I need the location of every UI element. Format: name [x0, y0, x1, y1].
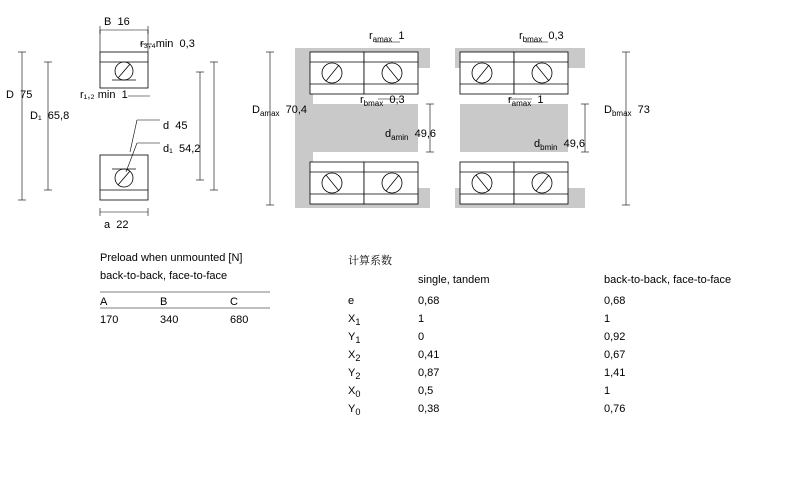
label-Damax: $D_{amax}$ 70,4: [252, 104, 308, 119]
label-r12min: r₁,₂ min 1: [80, 89, 128, 101]
factors-row-name: $X_0$: [348, 385, 361, 400]
factors-row-c2: 1,41: [604, 367, 626, 379]
label-ramax-mid-right: $r_{amax}$ 1: [508, 94, 544, 109]
factors-row-c1: 0,5: [418, 385, 434, 397]
factors-col-header-1: single, tandem: [418, 274, 490, 286]
factors-row-c1: 0,38: [418, 403, 440, 415]
factors-row-name: $Y_1$: [348, 331, 361, 346]
factors-row-c1: 0,68: [418, 295, 440, 307]
factors-row-c2: 0,92: [604, 331, 626, 343]
label-D1: D₁ 65,8: [30, 110, 70, 122]
preload-value-C: 680: [230, 314, 249, 326]
label-rbmax-mid-left: $r_{bmax}$ 0,3: [360, 94, 405, 109]
preload-header-C: C: [230, 296, 238, 308]
preload-title: Preload when unmounted [N]: [100, 252, 243, 264]
factors-row-c2: 0,68: [604, 295, 626, 307]
factors-row-name: $X_1$: [348, 313, 361, 328]
factors-row-c2: 0,76: [604, 403, 626, 415]
factors-row-c2: 1: [604, 385, 611, 397]
label-D: D 75: [6, 89, 33, 101]
label-dbmin: $d_{bmin}$ 49,6: [534, 138, 586, 153]
factors-row-name: $Y_0$: [348, 403, 361, 418]
label-B: B 16: [104, 16, 130, 28]
preload-header-B: B: [160, 296, 168, 308]
label-ramax-top-left: $r_{amax}$ 1: [369, 30, 405, 45]
label-a: a 22: [104, 219, 129, 231]
factors-col-header-2: back-to-back, face-to-face: [604, 274, 732, 286]
factors-row-name: $X_2$: [348, 349, 361, 364]
label-Dbmax: $D_{bmax}$ 73: [604, 104, 650, 119]
label-damin: $d_{amin}$ 49,6: [385, 128, 437, 143]
factors-row-c2: 0,67: [604, 349, 626, 361]
preload-header-A: A: [100, 296, 108, 308]
label-r34min: r₃,₄min 0,3: [140, 38, 195, 50]
factors-title: 计算系数: [348, 255, 392, 267]
factors-row-name: $Y_2$: [348, 367, 361, 382]
label-d: d 45: [163, 120, 188, 132]
factors-row-name: e: [348, 295, 355, 307]
preload-value-A: 170: [100, 314, 119, 326]
factors-row-c1: 1: [418, 313, 425, 325]
factors-row-c1: 0: [418, 331, 425, 343]
preload-value-B: 340: [160, 314, 179, 326]
factors-row-c1: 0,87: [418, 367, 440, 379]
label-rbmax-top-right: $r_{bmax}$ 0,3: [519, 30, 564, 45]
preload-subtitle: back-to-back, face-to-face: [100, 270, 228, 282]
label-d1: d₁ 54,2: [163, 143, 201, 155]
factors-row-c1: 0,41: [418, 349, 440, 361]
factors-row-c2: 1: [604, 313, 611, 325]
